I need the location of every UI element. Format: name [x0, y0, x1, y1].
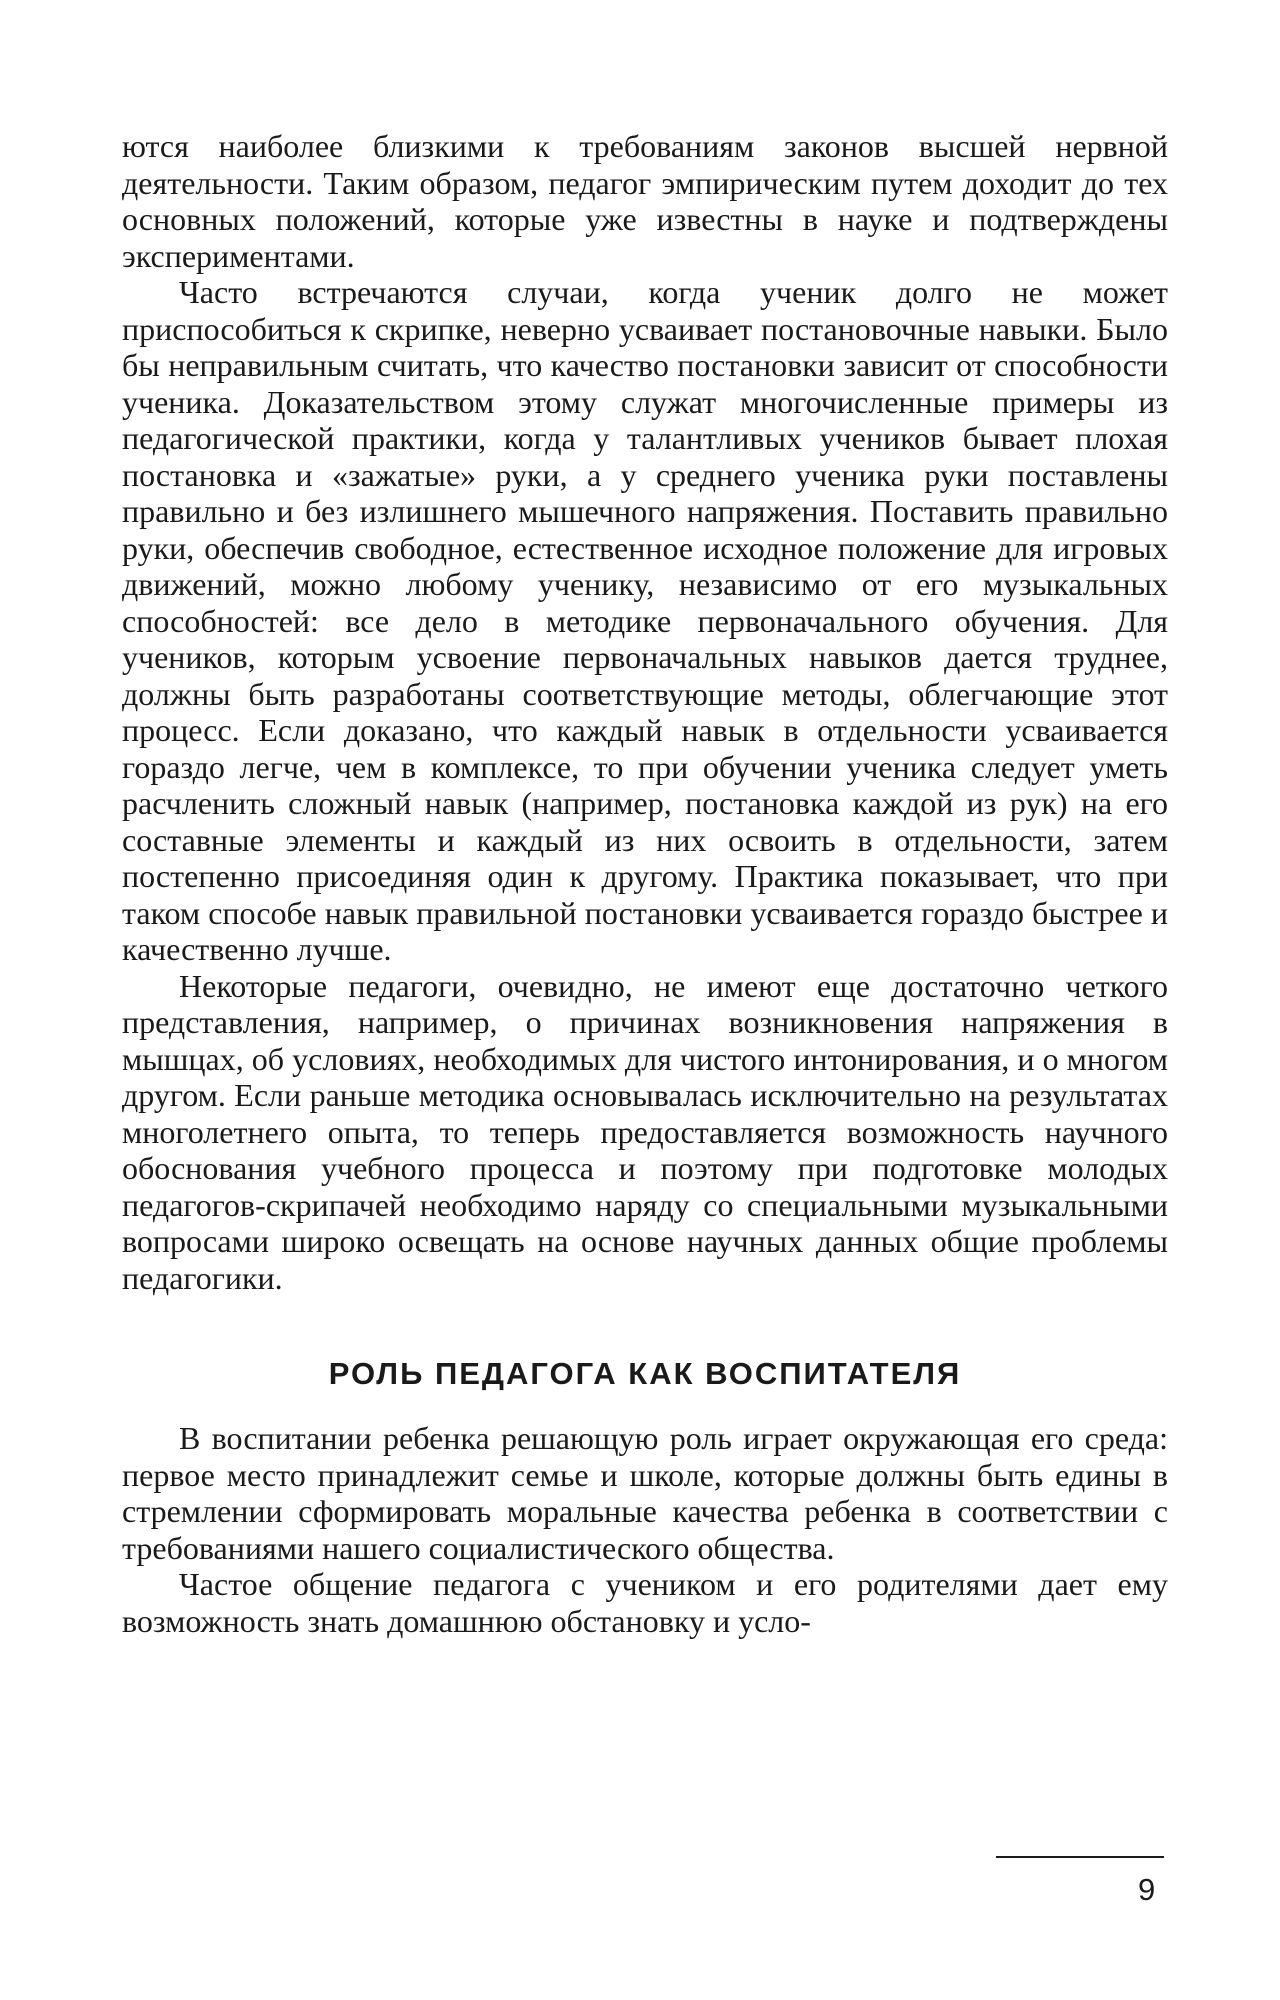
paragraph-posture: Часто встречаются случаи, когда ученик долго не может приспособиться к скрипке, неверно усваивает постановочные навыки. Было бы неправильным считать, что качество постановки зависит от способности ученика. Доказательством этому служат многочисленные примеры из педагогической практики, когда у талантливых учеников бывает плохая постановка и «зажатые» руки, а у среднего ученика руки поставлены правильно и без излишнего мышечного напряжения. Поставить правильно руки, обеспечив свободное, естественное исходное положение для игровых движений, можно любому ученику, независимо от его музыкальных способностей: все дело в методике первоначального обучения. Для учеников, которым усвоение первоначальных навыков дается труднее, должны быть разработаны соответствующие методы, облегчающие этот процесс. Если доказано, что каждый навык в отдельности усваивается гораздо легче, чем в комплексе, то при обучении ученика следует уметь расчленить сложный навык (например, постановка каждой из рук) на его составные элементы и каждый из них освоить в отдельности, затем постепенно присоединяя один к другому. Практика показывает, что при таком способе навык правильной постановки усваивается гораздо быстрее и качественно лучше.: [122, 274, 1168, 967]
page-body: [122, 128, 1168, 1639]
paragraph-teachers: Некоторые педагоги, очевидно, не имеют еще достаточно четкого представления, например, о причинах возникновения напряжения в мышцах, об условиях, необходимых для чистого интонирования, и о многом другом. Если раньше методика основывалась исключительно на результатах многолетнего опыта, то теперь предоставляется возможность научного обоснования учебного процесса и поэтому при подготовке молодых педагогов-скрипачей необходимо наряду со специальными музыкальными вопросами широко освещать на основе научных данных общие проблемы педагогики.: [122, 967, 1168, 1296]
page-number: 9: [1138, 1872, 1156, 1907]
section-heading: РОЛЬ ПЕДАГОГА КАК ВОСПИТАТЕЛЯ: [328, 1356, 962, 1391]
footer-rule: [996, 1856, 1164, 1858]
paragraph-communication: Частое общение педагога с учеником и его родителями дает ему возможность знать домашнюю обстановку и усло-: [122, 1566, 1168, 1639]
paragraph-continuation: ются наиболее близкими к требованиям законов высшей нервной деятельности. Таким образом, педагог эмпирическим путем доходит до тех основных положений, которые уже известны в науке и подтверждены экспериментами.: [122, 128, 1168, 274]
paragraph-upbringing: В воспитании ребенка решающую роль играет окружающая его среда: первое место принадлежит семье и школе, которые должны быть едины в стремлении сформировать моральные качества ребенка в соответствии с требованиями нашего социалистического общества.: [122, 1420, 1168, 1566]
